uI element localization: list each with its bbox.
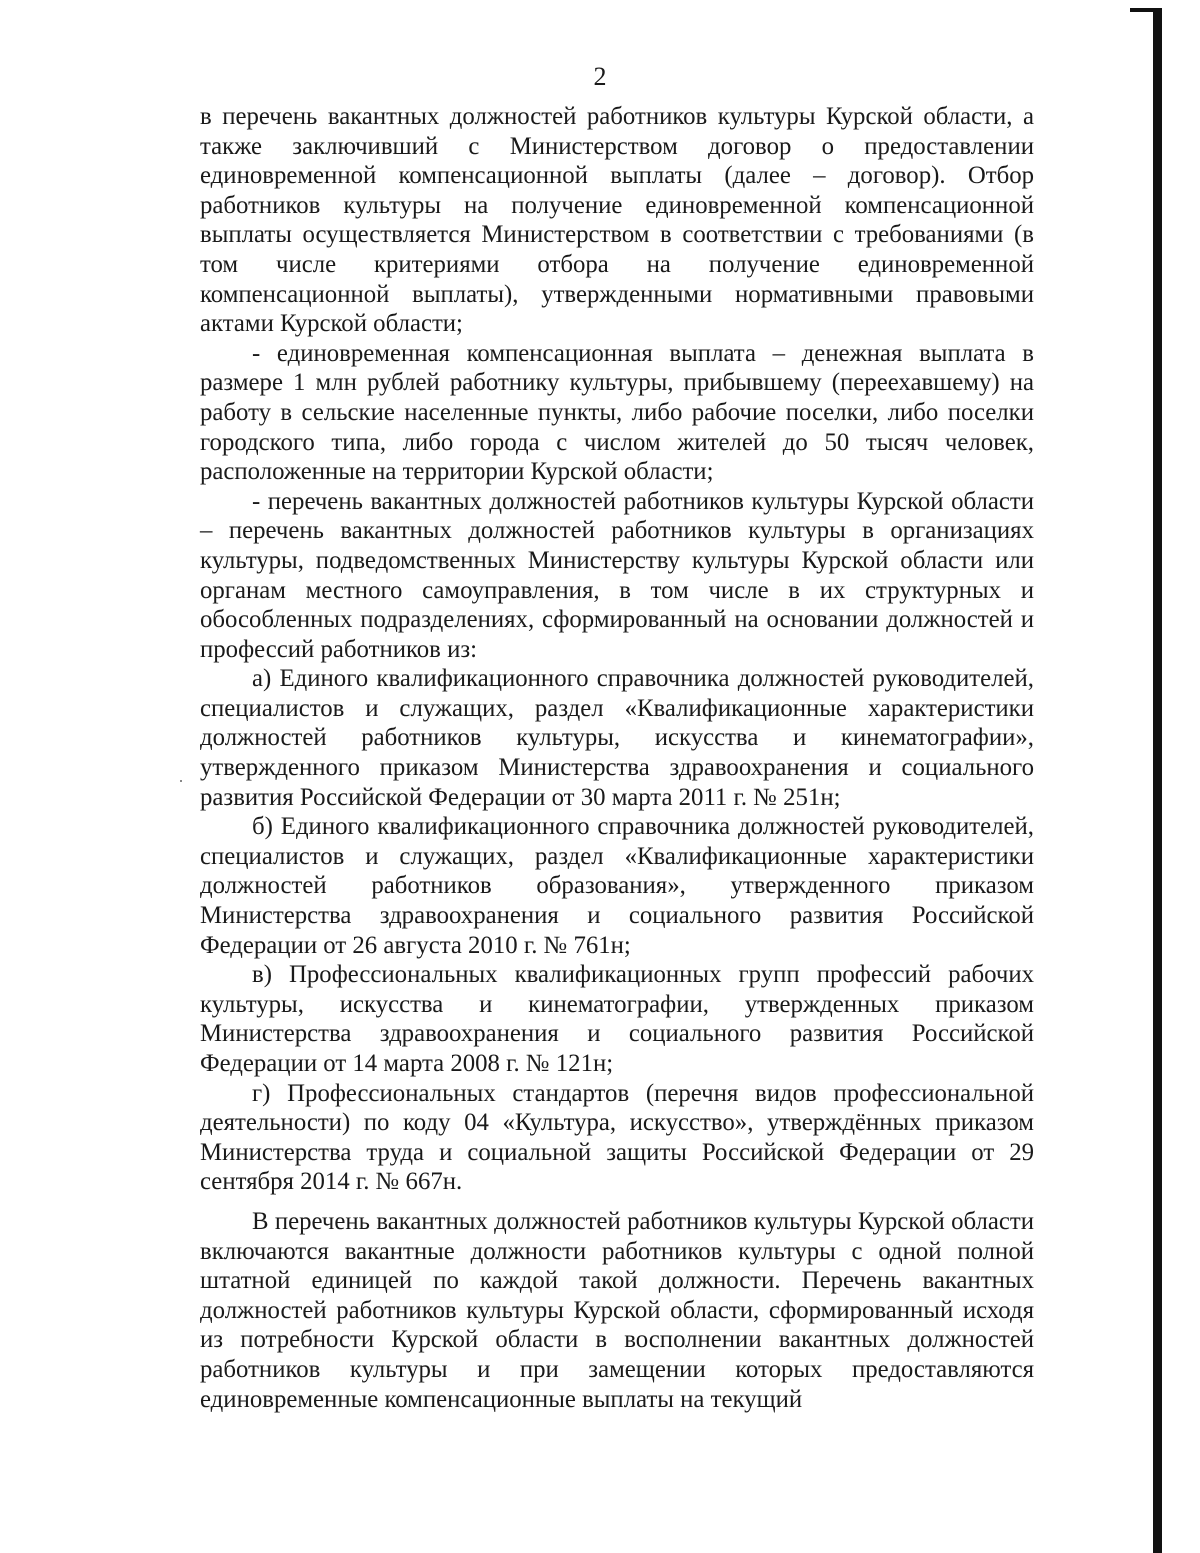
list-item-v: в) Профессиональных квалификационных групп профессий рабочих культуры, искусства и кинематографии, утвержденных приказом Министерства здравоохранения и социального развития Российской Федерации от 14 марта 2008 г. № 121н; (200, 961, 1034, 1077)
scan-border-right (1153, 8, 1162, 1553)
paragraph-vacancy-list-rules: В перечень вакантных должностей работников культуры Курской области включаются вакантные должности работников культуры с одной полной штатной единицей по каждой такой должности. Перечень вакантных должностей работников культуры Курской области, сформированный исходя из потребности Курской области в восполнении вакантных должностей работников культуры и при замещении которых предоставляются единовременные компенсационные выплаты на текущий (200, 1207, 1034, 1413)
paragraph-definition-compensation-payment: - единовременная компенсационная выплата – денежная выплата в размере 1 млн рублей работнику культуры, прибывшему (переехавшему) на работу в сельские населенные пункты, либо рабочие поселки, либо поселки городского типа, либо города с числом жителей до 50 тысяч человек, расположенные на территории Курской области; (200, 339, 1034, 486)
page-number: 2 (593, 62, 607, 91)
scan-speck (180, 780, 182, 782)
document-body (200, 102, 1034, 1414)
paragraph-definition-vacancy-list: - перечень вакантных должностей работников культуры Курской области – перечень вакантных должностей работников культуры в организациях культуры, подведомственных Министерству культуры Курской области или органам местного самоуправления, в том числе в их структурных и обособленных подразделениях, сформированный на основании должностей и профессий работников из: (200, 487, 1034, 663)
list-item-a: а) Единого квалификационного справочника должностей руководителей, специалистов и служащих, раздел «Квалификационные характеристики должностей работников культуры, искусства и кинематографии», утвержденного приказом Министерства здравоохранения и социального развития Российской Федерации от 30 марта 2011 г. № 251н; (200, 665, 1034, 811)
list-item-b: б) Единого квалификационного справочника должностей руководителей, специалистов и служащих, раздел «Квалификационные характеристики должностей работников образования», утвержденного приказом Министерства здравоохранения и социального развития Российской Федерации от 26 августа 2010 г. № 761н; (200, 813, 1034, 959)
paragraph-definition-recipient-continuation: в перечень вакантных должностей работников культуры Курской области, а также заключивший с Министерством договор о предоставлении единовременной компенсационной выплаты (далее – договор). Отбор работников культуры на получение единовременной компенсационной выплаты осуществляется Министерством в соответствии с требованиями (в том числе критериями отбора на получение единовременной компенсационной выплаты), утвержденными нормативными правовыми актами Курской области; (200, 103, 1034, 338)
list-item-g: г) Профессиональных стандартов (перечня видов профессиональной деятельности) по коду 04 «Культура, искусство», утверждённых приказом Министерства труда и социальной защиты Российской Федерации от 29 сентября 2014 г. № 667н. (200, 1079, 1034, 1196)
